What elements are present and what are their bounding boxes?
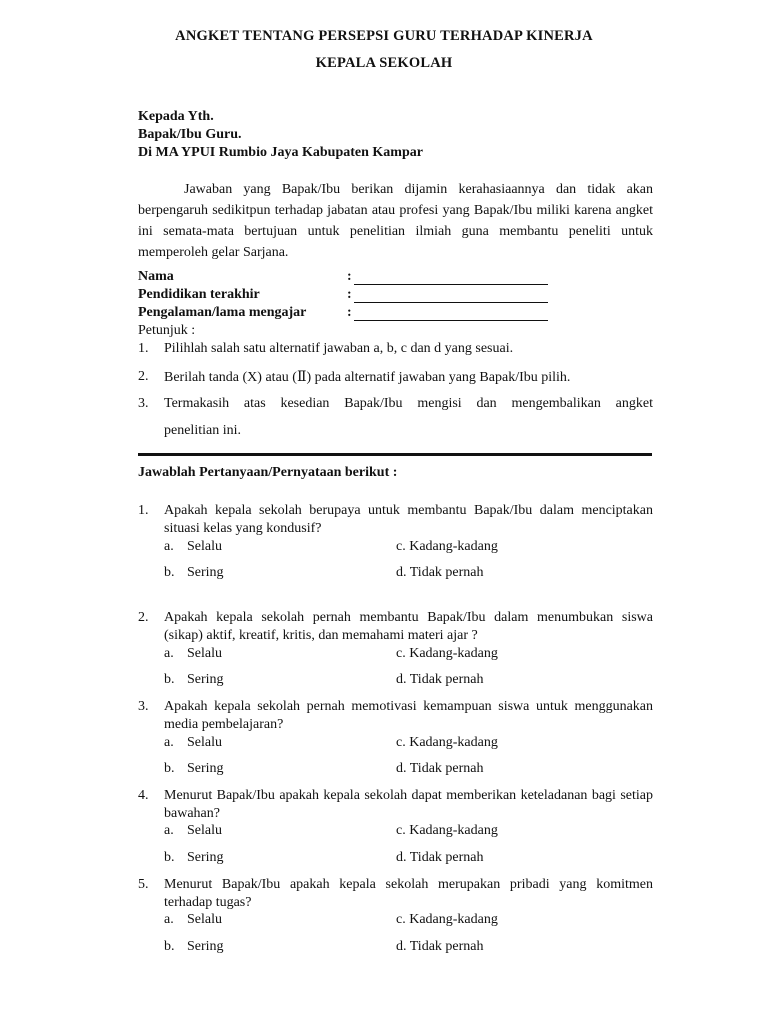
q4-option-d[interactable]: d. Tidak pernah: [396, 850, 484, 865]
instruction-text-3: Termakasih atas kesedian Bapak/Ibu mengisi dan mengembalikan angket: [164, 396, 653, 411]
q4-option-a[interactable]: Selalu: [187, 823, 222, 838]
field-label-pengalaman: Pengalaman/lama mengajar: [138, 305, 307, 320]
q2-option-a-letter: a.: [164, 646, 174, 661]
q5-option-a-letter: a.: [164, 912, 174, 927]
question-2: [138, 609, 653, 645]
q1-option-d[interactable]: d. Tidak pernah: [396, 565, 484, 580]
question-5: [138, 876, 653, 912]
q3-option-a[interactable]: Selalu: [187, 735, 222, 750]
address-line-3: Di MA YPUI Rumbio Jaya Kabupaten Kampar: [138, 145, 423, 160]
question-number: 1.: [138, 503, 149, 518]
section-heading: Jawablah Pertanyaan/Pernyataan berikut :: [138, 465, 398, 480]
field-colon-pengalaman: :: [347, 305, 352, 320]
address-line-1: Kepada Yth.: [138, 109, 214, 124]
instruction-num-1: 1.: [138, 341, 149, 356]
intro-text: Jawaban yang Bapak/Ibu berikan dijamin kerahasiaannya dan tidak akan berpengaruh sedikitpun terhadap jabatan atau profesi yang Bapak/Ibu miliki karena angket ini semata-mata bertujuan untuk penelitian ilmiah guna membantu peneliti untuk memperoleh gelar Sarjana.: [138, 182, 653, 260]
q5-option-c[interactable]: c. Kadang-kadang: [396, 912, 498, 927]
q5-option-b-letter: b.: [164, 939, 175, 954]
q5-option-a[interactable]: Selalu: [187, 912, 222, 927]
q3-option-b[interactable]: Sering: [187, 761, 224, 776]
q2-option-d[interactable]: d. Tidak pernah: [396, 672, 484, 687]
q2-option-b[interactable]: Sering: [187, 672, 224, 687]
q2-option-c[interactable]: c. Kadang-kadang: [396, 646, 498, 661]
instruction-text-1: Pilihlah salah satu alternatif jawaban a, b, c dan d yang sesuai.: [164, 341, 514, 356]
instruction-num-3: 3.: [138, 396, 149, 411]
question-text: Apakah kepala sekolah pernah memotivasi kemampuan siswa untuk menggunakan media pembelajaran?: [164, 699, 653, 732]
q1-option-c[interactable]: c. Kadang-kadang: [396, 539, 498, 554]
instructions-heading: Petunjuk :: [138, 323, 196, 338]
q2-option-b-letter: b.: [164, 672, 175, 687]
q4-option-c[interactable]: c. Kadang-kadang: [396, 823, 498, 838]
instruction-num-2: 2.: [138, 369, 149, 384]
question-number: 3.: [138, 699, 149, 714]
field-colon-nama: :: [347, 269, 352, 284]
intro-paragraph: [138, 179, 653, 263]
q1-option-b[interactable]: Sering: [187, 565, 224, 580]
section-divider: [138, 453, 652, 456]
q4-option-b[interactable]: Sering: [187, 850, 224, 865]
field-input-pengalaman[interactable]: [354, 320, 548, 321]
q4-option-b-letter: b.: [164, 850, 175, 865]
question-text: Apakah kepala sekolah pernah membantu Bapak/Ibu dalam menumbukan siswa (sikap) aktif, kreatif, kritis, dan memahami materi ajar ?: [164, 610, 653, 643]
address-line-2: Bapak/Ibu Guru.: [138, 127, 242, 142]
question-number: 4.: [138, 788, 149, 803]
field-label-nama: Nama: [138, 269, 174, 284]
q1-option-b-letter: b.: [164, 565, 175, 580]
question-text: Menurut Bapak/Ibu apakah kepala sekolah dapat memberikan keteladanan bagi setiap bawahan?: [164, 788, 653, 821]
instruction-text-2: Berilah tanda (X) atau (Ⅱ) pada alternatif jawaban yang Bapak/Ibu pilih.: [164, 370, 571, 385]
question-number: 5.: [138, 877, 149, 892]
instruction-text-3b: penelitian ini.: [164, 423, 241, 438]
q4-option-a-letter: a.: [164, 823, 174, 838]
q3-option-a-letter: a.: [164, 735, 174, 750]
q1-option-a-letter: a.: [164, 539, 174, 554]
q3-option-b-letter: b.: [164, 761, 175, 776]
field-input-pendidikan[interactable]: [354, 302, 548, 303]
q5-option-d[interactable]: d. Tidak pernah: [396, 939, 484, 954]
page-title: ANGKET TENTANG PERSEPSI GURU TERHADAP KINERJA: [175, 28, 593, 44]
question-text: Apakah kepala sekolah berupaya untuk membantu Bapak/Ibu dalam menciptakan situasi kelas yang kondusif?: [164, 503, 653, 536]
page-subtitle: KEPALA SEKOLAH: [315, 55, 453, 71]
q5-option-b[interactable]: Sering: [187, 939, 224, 954]
field-colon-pendidikan: :: [347, 287, 352, 302]
q3-option-c[interactable]: c. Kadang-kadang: [396, 735, 498, 750]
q2-option-a[interactable]: Selalu: [187, 646, 222, 661]
question-1: [138, 502, 653, 538]
question-number: 2.: [138, 610, 149, 625]
field-input-nama[interactable]: [354, 284, 548, 285]
q3-option-d[interactable]: d. Tidak pernah: [396, 761, 484, 776]
question-3: [138, 698, 653, 734]
question-4: [138, 787, 653, 823]
q1-option-a[interactable]: Selalu: [187, 539, 222, 554]
question-text: Menurut Bapak/Ibu apakah kepala sekolah merupakan pribadi yang komitmen terhadap tugas?: [164, 877, 653, 910]
field-label-pendidikan: Pendidikan terakhir: [138, 287, 260, 302]
